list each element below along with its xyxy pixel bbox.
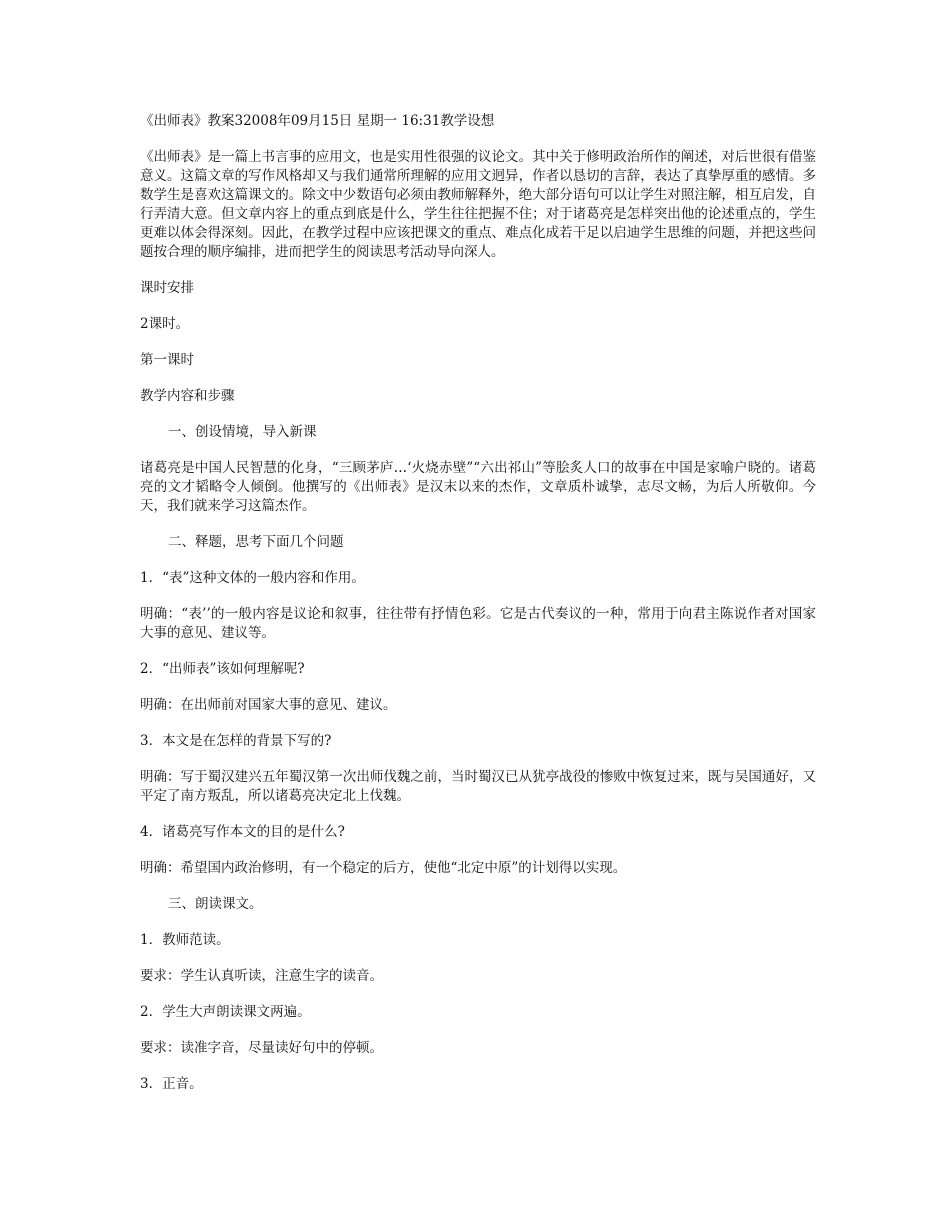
paragraph-content-steps: 教学内容和步骤 [140, 388, 235, 404]
step-1-requirement: 要求：学生认真听读，注意生字的读音。 [140, 968, 383, 984]
question-3: 3．本文是在怎样的背景下写的? [140, 733, 332, 749]
step-1: 1．教师范读。 [140, 932, 230, 948]
section-heading-one: 一、创设情境，导入新课 [168, 424, 317, 440]
step-3: 3．正音。 [140, 1076, 203, 1092]
section-heading-three: 三、朗读课文。 [168, 896, 263, 912]
paragraph-zhuge-intro: 诸葛亮是中国人民智慧的化身，“三顾茅庐…‘火烧赤壁”“六出祁山”等脍炙人口的故事在中国是家喻户晓的。诸葛亮的文才韬略令人倾倒。他撰写的《出师表》是汉末以来的杰作，文章质朴诚挚，志尽文畅，为后人所敬仰。今天，我们就来学习这篇杰作。 [140, 460, 816, 514]
question-4: 4．诸葛亮写作本文的目的是什么? [140, 824, 345, 840]
paragraph-first-lesson: 第一课时 [140, 352, 194, 368]
paragraph-intro: 《出师表》是一篇上书言事的应用文，也是实用性很强的议论文。其中关于修明政治所作的阐述，对后世很有借鉴意义。这篇文章的写作风格却又与我们通常所理解的应用文迥异，作者以恳切的言辞，表达了真挚厚重的感情。多数学生是喜欢这篇课文的。除文中少数语句必须由教师解释外，绝大部分语句可以让学生对照注解，相互启发，自行弄清大意。但文章内容上的重点到底是什么，学生往往把握不住；对于诸葛亮是怎样突出他的论述重点的，学生更难以体会得深刻。因此，在教学过程中应该把课文的重点、难点化成若干足以启迪学生思维的问题，并把这些问题按合理的顺序编排，进而把学生的阅读思考活动导向深人。 [140, 149, 816, 260]
step-2: 2．学生大声朗读课文两遍。 [140, 1004, 311, 1020]
answer-1: 明确：“表’’的一般内容是议论和叙事，往往带有抒情色彩。它是古代奏议的一种，常用于向君主陈说作者对国家大事的意见、建议等。 [140, 606, 816, 641]
question-2: 2．“出师表”该如何理解呢? [140, 661, 305, 677]
step-2-requirement: 要求：读准字音，尽量读好句中的停顿。 [140, 1040, 383, 1056]
answer-4: 明确：希望国内政治修明，有一个稳定的后方，使他“北定中原”的计划得以实现。 [140, 860, 627, 876]
paragraph-schedule-hours: 2课时。 [140, 316, 190, 332]
answer-2: 明确：在出师前对国家大事的意见、建议。 [140, 697, 397, 713]
paragraph-schedule-heading: 课时安排 [140, 280, 194, 296]
document-page [140, 112, 816, 1111]
section-heading-two: 二、释题，思考下面几个问题 [168, 534, 344, 550]
answer-3: 明确：写于蜀汉建兴五年蜀汉第一次出师伐魏之前，当时蜀汉已从犹亭战役的惨败中恢复过来，既与吴国通好，又平定了南方叛乱，所以诸葛亮决定北上伐魏。 [140, 769, 816, 804]
document-header: 《出师表》教案32008年09月15日 星期一 16:31教学设想 [140, 113, 495, 129]
question-1: 1．“表”这种文体的一般内容和作用。 [140, 570, 365, 586]
